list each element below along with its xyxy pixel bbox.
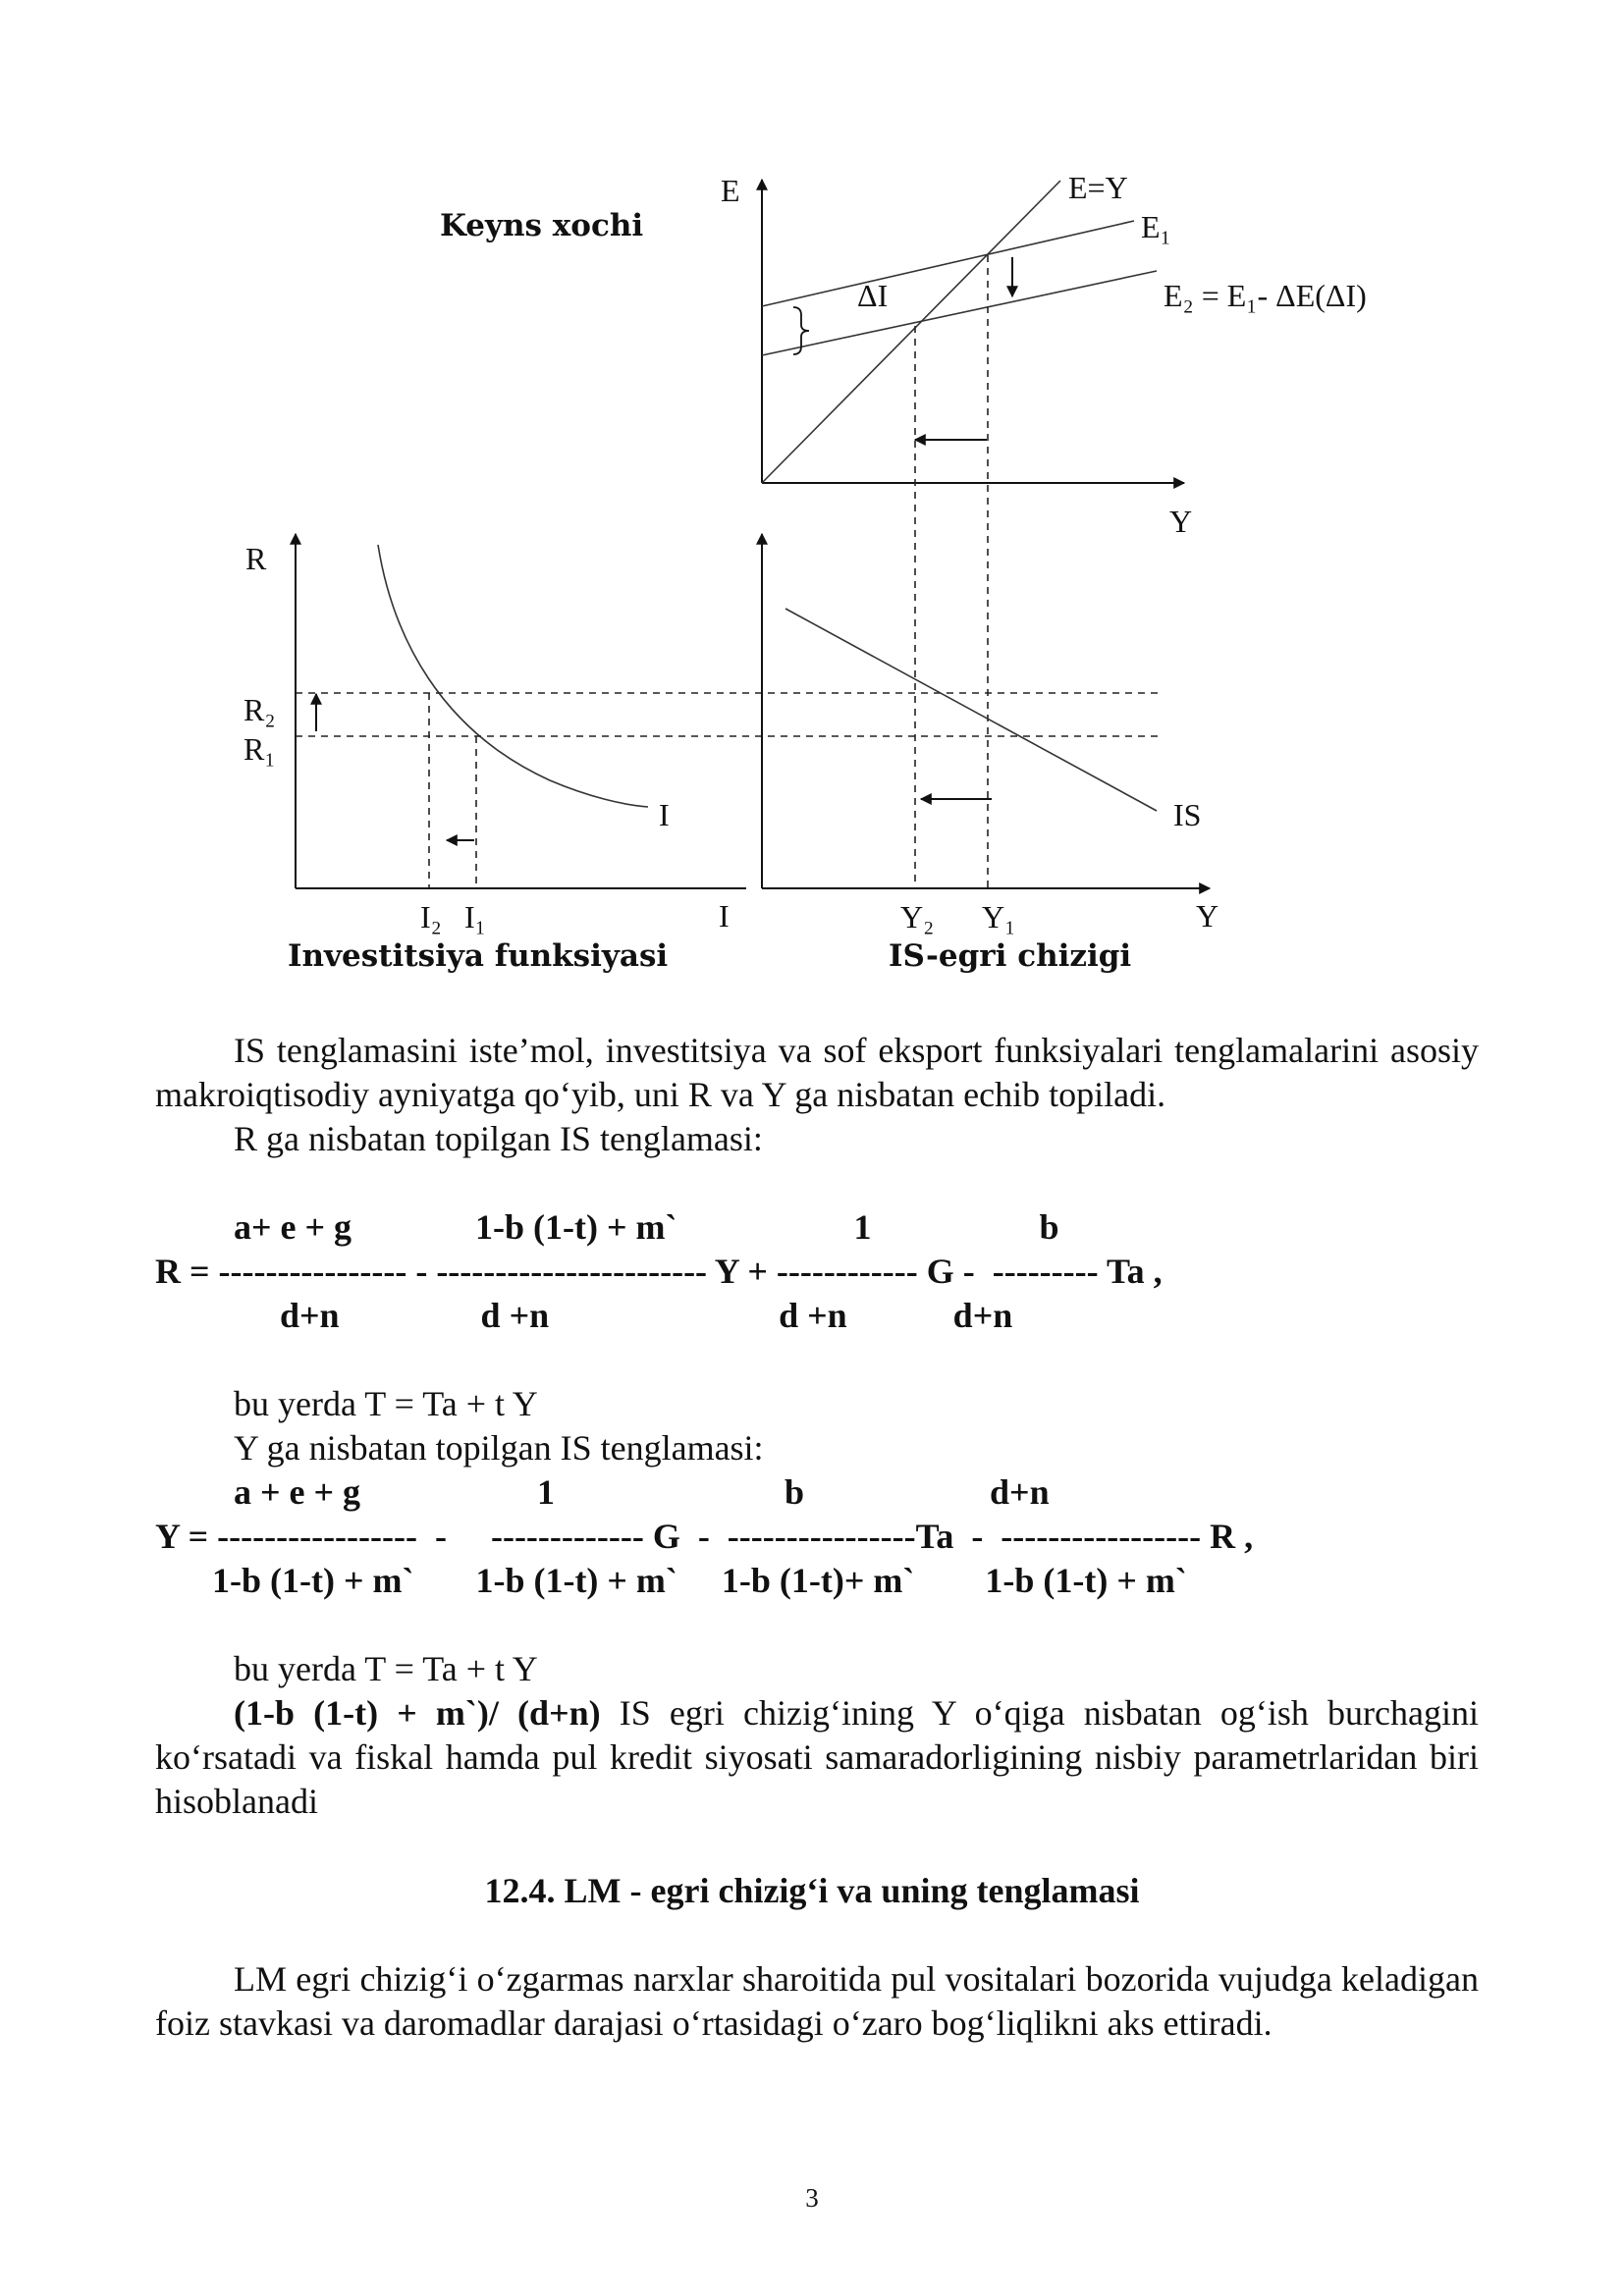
equation-r-denominators: d+n d +n d +n d+n [280, 1296, 1013, 1335]
r2-label: R₂ [244, 692, 276, 727]
equation-y-denominators: 1-b (1-t) + m` 1-b (1-t) + m` 1-b (1-t)+ m` 1-b (1-t) + m` [212, 1561, 1187, 1600]
is-line-label: IS [1173, 797, 1202, 832]
is-line [785, 609, 1157, 811]
where-t-definition-1: bu yerda T = Ta + t Y [234, 1384, 538, 1423]
y1-label: Y₁ [982, 899, 1016, 934]
investment-curve [378, 545, 648, 807]
delta-i-label: ΔI [857, 278, 889, 313]
left-x-axis-label: I [719, 898, 730, 934]
equation-r-main-line: R = ---------------- - ----------------------- Y + ------------ G - --------- Ta , [155, 1252, 1163, 1291]
keynes-cross-chart [721, 170, 1367, 539]
i1-label: I₁ [464, 899, 486, 934]
slope-explanation: IS egri chizig‘ining Y o‘qiga nisbatan og‘ish burchagini ko‘rsatadi va fiskal hamda pul kredit siyosati samaradorligining nisbiy parametrlaridan biri hisoblanadi [155, 1693, 1479, 1821]
is-curve-figure [0, 0, 1624, 991]
line-e1-label: E₁ [1141, 209, 1171, 244]
investment-curve-label: I [659, 797, 670, 832]
slope-formula: (1-b (1-t) + m`)/ (d+n) [234, 1693, 601, 1733]
left-y-axis-label: R [245, 541, 267, 576]
y2-label: Y₂ [900, 899, 935, 934]
paragraph-is-derivation: IS tenglamasini iste’mol, investitsiya va sof eksport funksiyalari tenglamalarini asosiy makroiqtisodiy ayniyatga qo‘yib, uni R va Y ga nisbatan echib topiladi. [155, 1031, 1479, 1114]
investment-function-chart [244, 534, 746, 934]
line-45-label: E=Y [1068, 170, 1128, 205]
delta-i-brace [793, 307, 809, 354]
top-y-axis-label: E [721, 173, 740, 208]
top-x-axis-label: Y [1169, 504, 1193, 539]
paragraph-lm-definition: LM egri chizig‘i o‘zgarmas narxlar sharoitida pul vositalari bozorida vujudga keladigan foiz stavkasi va daromadlar darajasi o‘rtasidagi o‘zaro bog‘liqlikni aks ettiradi. [155, 1959, 1479, 2043]
section-title-lm: 12.4. LM - egri chizig‘i va uning tenglamasi [484, 1871, 1140, 1910]
where-t-definition-2: bu yerda T = Ta + t Y [234, 1649, 538, 1688]
paragraph-is-slope [155, 1691, 1479, 1824]
equation-r-numerators: a+ e + g 1-b (1-t) + m` 1 b [234, 1207, 1059, 1247]
page-number: 3 [805, 2183, 819, 2213]
investment-function-title: Investitsiya funksiyasi [288, 938, 669, 974]
i2-label: I₂ [420, 899, 442, 934]
paragraph-is-y-intro: Y ga nisbatan topilgan IS tenglamasi: [234, 1428, 764, 1468]
r1-label: R₁ [244, 731, 276, 767]
is-curve-chart [762, 534, 1218, 934]
is-curve-title: IS-egri chizigi [889, 938, 1132, 974]
equation-y-numerators: a + e + g 1 b d+n [234, 1472, 1050, 1512]
keynes-cross-title: Keyns xochi [440, 208, 644, 243]
right-x-axis-label: Y [1196, 898, 1219, 934]
paragraph-is-r-intro: R ga nisbatan topilgan IS tenglamasi: [234, 1119, 763, 1158]
line-e2-label: E₂ = E₁- ΔE(ΔI) [1164, 278, 1367, 313]
equation-y-main-line: Y = ----------------- - ------------- G - ----------------Ta - ----------------- R , [155, 1517, 1254, 1556]
